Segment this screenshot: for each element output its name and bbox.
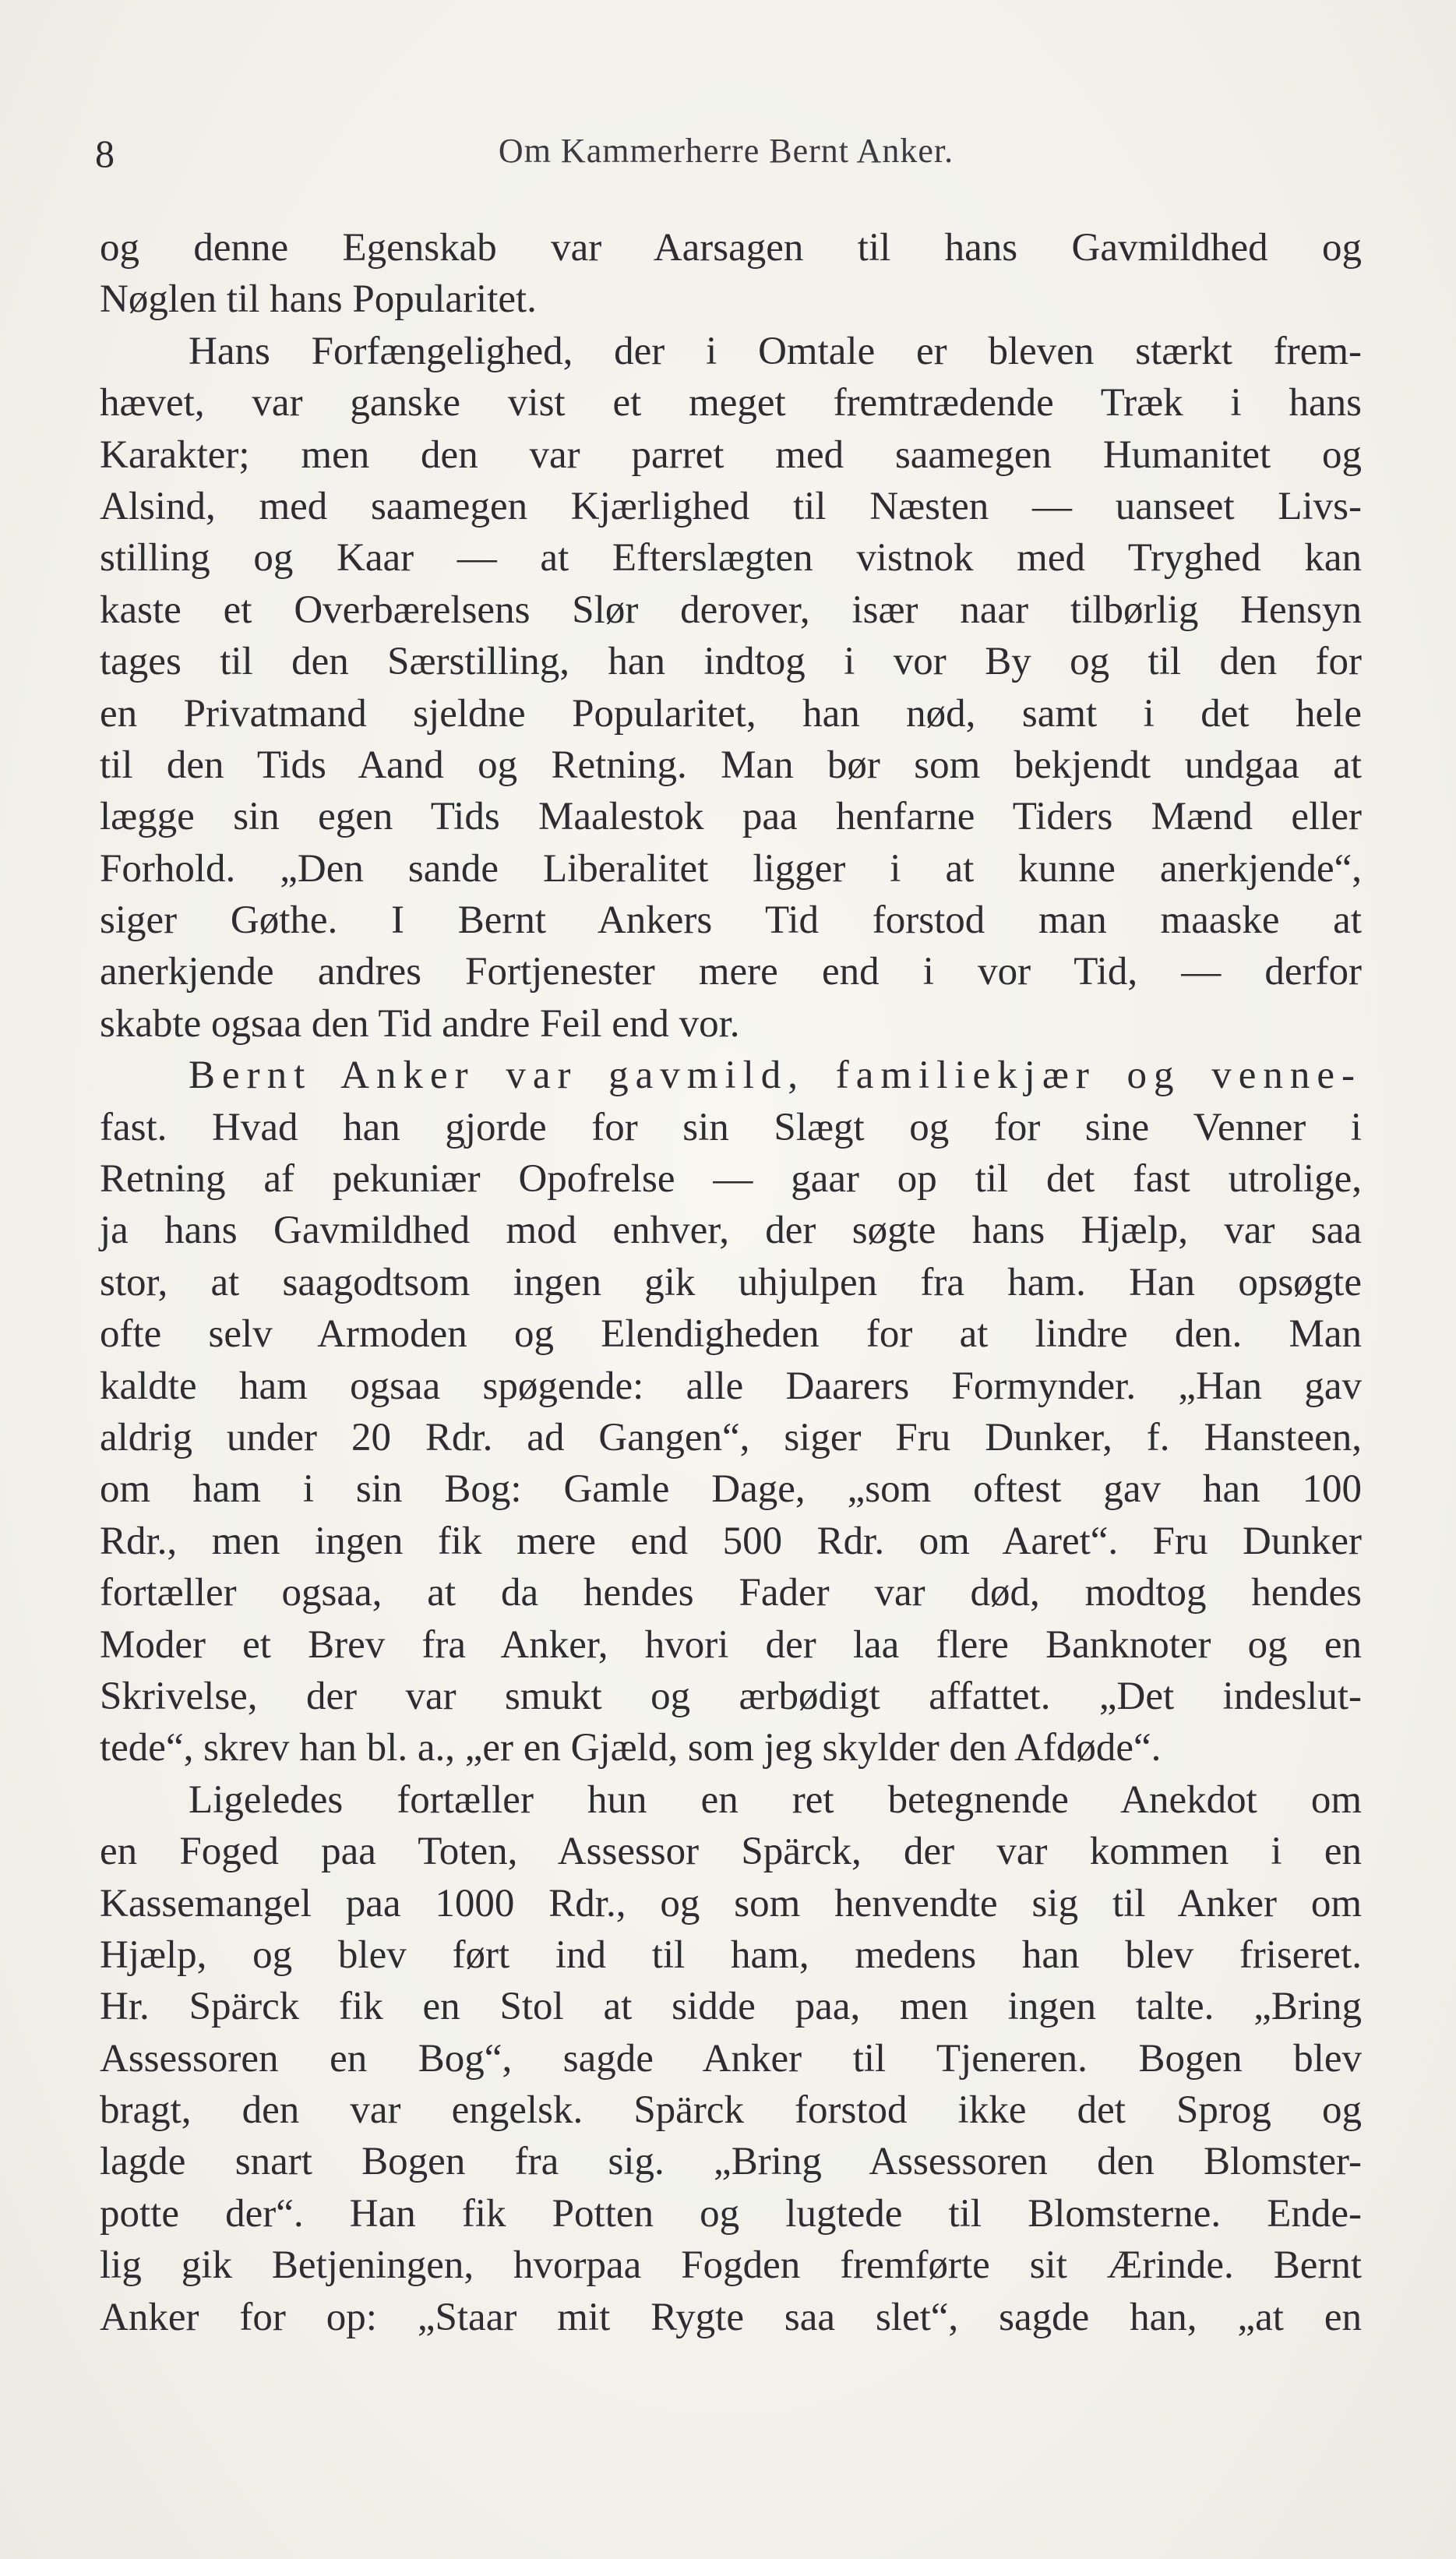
text-line: kaldte ham ogsaa spøgende: alle Daarers Formynder. „Han gav (100, 1364, 1362, 1408)
text-line: tede“, skrev han bl. a., „er en Gjæld, som jeg skylder den Afdøde“. (100, 1726, 1162, 1770)
text-line: anerkjende andres Fortjenester mere end i vor Tid, — derfor (100, 950, 1362, 994)
text-line: Retning af pekuniær Opofrelse — gaar op til det fast utrolige, (100, 1157, 1362, 1202)
text-line: Kassemangel paa 1000 Rdr., og som henvendte sig til Anker om (100, 1881, 1362, 1925)
text-line: en Foged paa Toten, Assessor Spärck, der var kommen i en (100, 1830, 1362, 1874)
text-line: Assessoren en Bog“, sagde Anker til Tjeneren. Bogen blev (100, 2036, 1362, 2081)
running-head: Om Kammerherre Bernt Anker. (498, 132, 954, 170)
text-line: tages til den Særstilling, han indtog i vor By og til den for (100, 640, 1362, 684)
text-line: kaste et Overbærelsens Slør derover, især naar tilbørlig Hensyn (100, 588, 1362, 632)
text-line: lagde snart Bogen fra sig. „Bring Assessoren den Blomster- (100, 2140, 1362, 2184)
text-line: Forhold. „Den sande Liberalitet ligger i at kunne anerkjende“, (100, 846, 1362, 891)
text-line: skabte ogsaa den Tid andre Feil end vor. (100, 1001, 740, 1046)
page-number: 8 (95, 132, 115, 175)
text-line: lægge sin egen Tids Maalestok paa henfarne Tiders Mænd eller (100, 795, 1362, 839)
page-header (95, 131, 1357, 178)
text-line: Nøglen til hans Popularitet. (100, 277, 537, 322)
text-line: Ligeledes fortæller hun en ret betegnende Anekdot om (189, 1777, 1362, 1822)
text-line: lig gik Betjeningen, hvorpaa Fogden fremførte sit Ærinde. Bernt (100, 2243, 1362, 2288)
text-line: aldrig under 20 Rdr. ad Gangen“, siger Fru Dunker, f. Hansteen, (100, 1415, 1362, 1460)
text-line: om ham i sin Bog: Gamle Dage, „som oftest gav han 100 (100, 1467, 1362, 1512)
text-line: Karakter; men den var parret med saamegen Humanitet og (100, 432, 1362, 477)
text-line: stor, at saagodtsom ingen gik uhjulpen fra ham. Han opsøgte (100, 1260, 1362, 1304)
text-line: Anker for op: „Staar mit Rygte saa slet“, sagde han, „at en (100, 2295, 1362, 2339)
text-line: bragt, den var engelsk. Spärck forstod ikke det Sprog og (100, 2088, 1362, 2133)
text-line: hævet, var ganske vist et meget fremtrædende Træk i hans (100, 381, 1362, 425)
text-line: en Privatmand sjeldne Popularitet, han nød, samt i det hele (100, 691, 1362, 736)
body-text (100, 222, 1362, 2343)
text-line: Hans Forfængelighed, der i Omtale er bleven stærkt frem- (189, 329, 1362, 373)
text-line: Hjælp, og blev ført ind til ham, medens han blev friseret. (100, 1932, 1362, 1977)
text-line: ofte selv Armoden og Elendigheden for at lindre den. Man (100, 1312, 1362, 1357)
text-line: Alsind, med saamegen Kjærlighed til Næsten — uanseet Livs- (100, 484, 1362, 528)
text-line: Moder et Brev fra Anker, hvori der laa flere Banknoter og en (100, 1622, 1362, 1667)
text-line: fortæller ogsaa, at da hendes Fader var død, modtog hendes (100, 1571, 1362, 1615)
text-line: Hr. Spärck fik en Stol at sidde paa, men ingen talte. „Bring (100, 1985, 1362, 2029)
text-line: og denne Egenskab var Aarsagen til hans Gavmildhed og (100, 226, 1362, 270)
text-line: til den Tids Aand og Retning. Man bør som bekjendt undgaa at (100, 743, 1362, 787)
text-line: fast. Hvad han gjorde for sin Slægt og for sine Venner i (100, 1105, 1362, 1149)
text-line: Rdr., men ingen fik mere end 500 Rdr. om Aaret“. Fru Dunker (100, 1519, 1362, 1563)
text-line: ja hans Gavmildhed mod enhver, der søgte hans Hjælp, var saa (100, 1209, 1362, 1253)
text-line: potte der“. Han fik Potten og lugtede til Blomsterne. Ende- (100, 2191, 1362, 2236)
text-line: Bernt Anker var gavmild, familiekjær og venne- (189, 1054, 1362, 1098)
text-line: stilling og Kaar — at Efterslægten vistnok med Tryghed kan (100, 536, 1362, 581)
text-line: Skrivelse, der var smukt og ærbødigt affattet. „Det indeslut- (100, 1674, 1362, 1718)
text-line: siger Gøthe. I Bernt Ankers Tid forstod man maaske at (100, 898, 1362, 943)
